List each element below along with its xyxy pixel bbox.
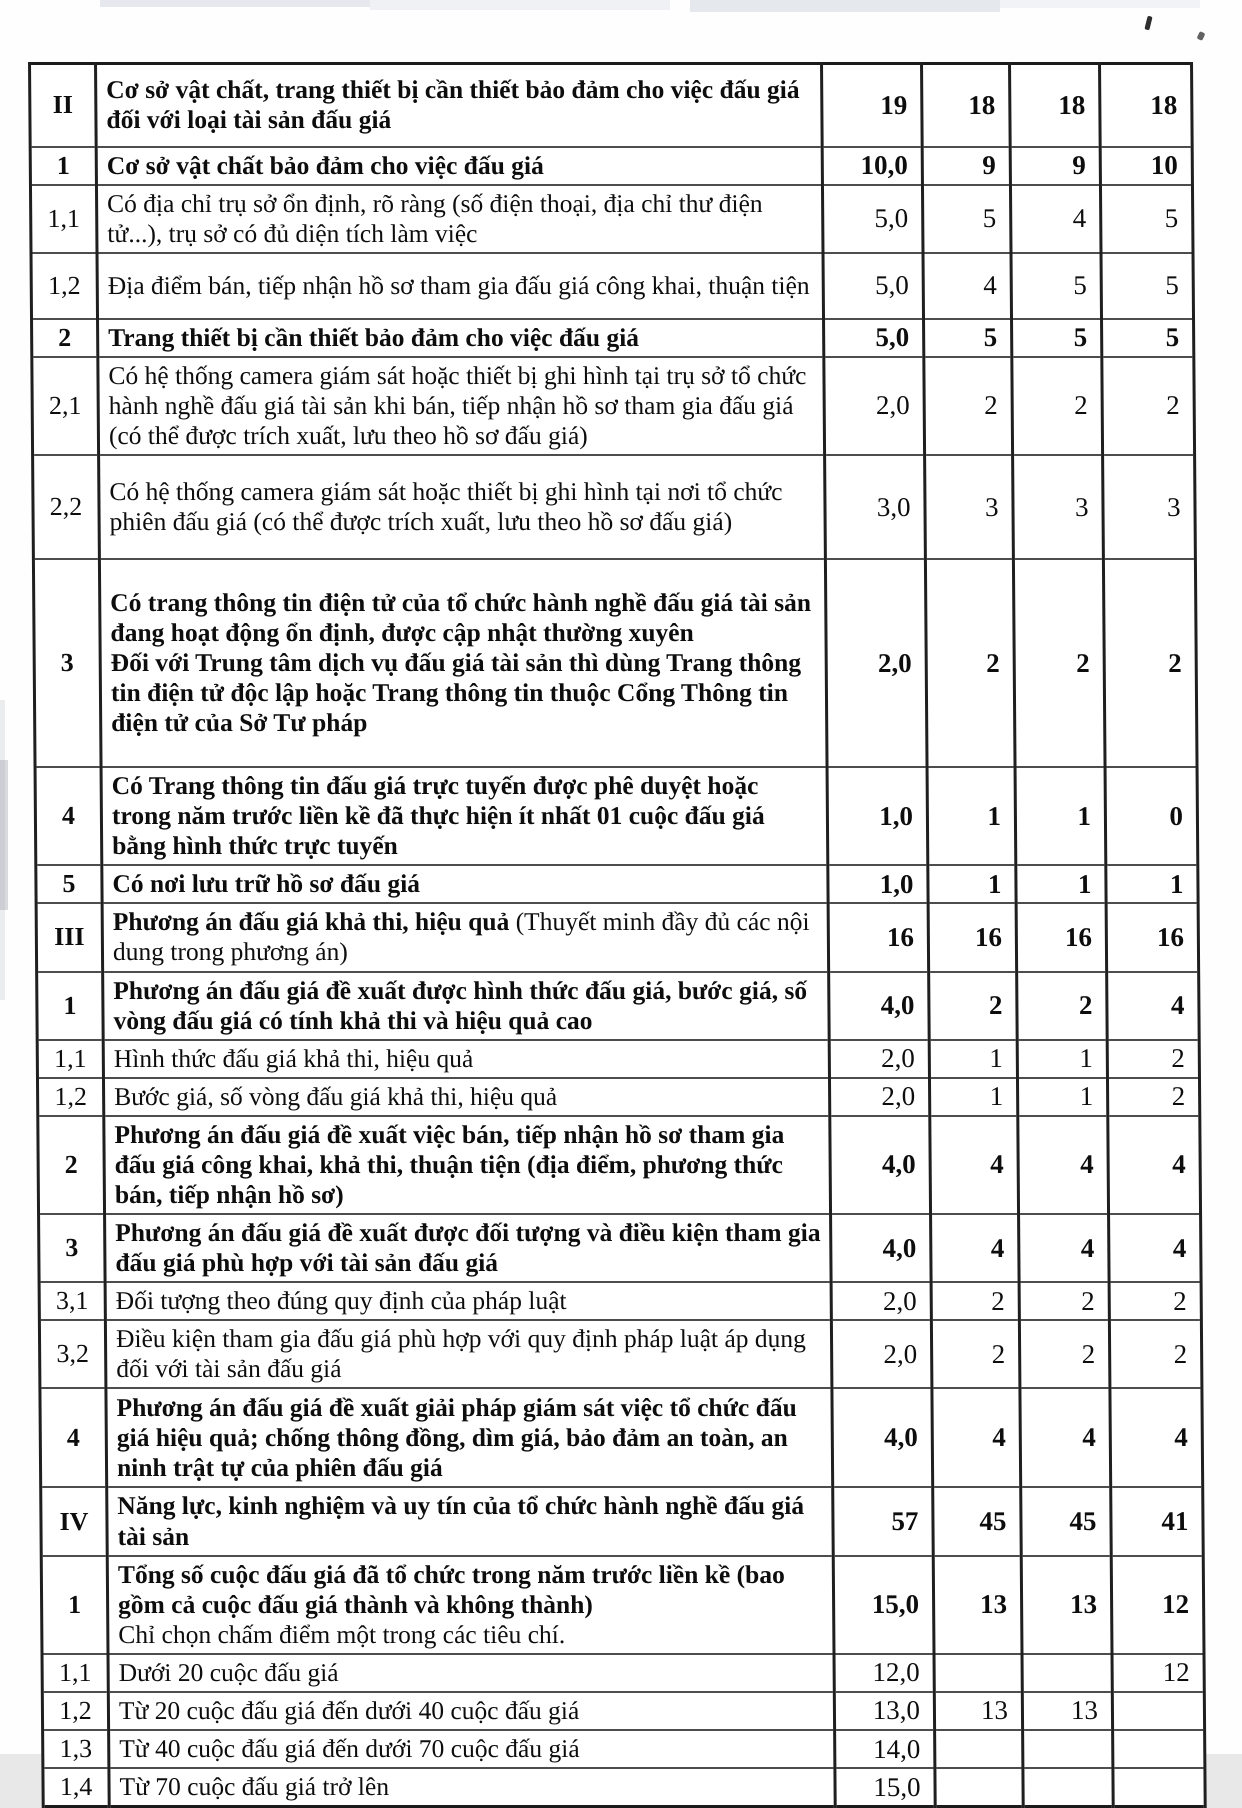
criterion-paragraph [117, 1491, 823, 1551]
table-row [32, 319, 1194, 357]
row-id: 1 [30, 147, 96, 185]
table-row [38, 1116, 1201, 1214]
criterion-paragraph [118, 1620, 824, 1650]
score-cell: 4 [1020, 1388, 1111, 1487]
criterion-paragraph [112, 771, 819, 861]
scan-edge-shadow [0, 700, 5, 1000]
row-id: 3,1 [39, 1282, 105, 1320]
score-cell: 41 [1111, 1487, 1204, 1555]
score-cell [1023, 1730, 1113, 1768]
score-cell: 14,0 [835, 1730, 935, 1768]
score-cell: 16 [928, 903, 1017, 971]
table-row [30, 64, 1193, 147]
criterion-text [104, 1116, 831, 1214]
text-segment: Có hệ thống camera giám sát hoặc thiết bị ghi hình tại trụ sở tổ chức hành nghề đấu giá tài sản khi bán, tiếp nhận hồ sơ tham gia đấu giá (có thể được trích xuất, lưu theo hồ sơ đấu giá) [108, 360, 807, 450]
criterion-paragraph [106, 75, 812, 135]
score-cell: 9 [1010, 147, 1100, 185]
score-cell: 1 [1017, 1078, 1107, 1116]
row-id: 1,3 [43, 1730, 109, 1768]
score-cell: 1 [927, 767, 1016, 865]
score-cell: 5,0 [824, 319, 924, 357]
table-row [37, 972, 1200, 1040]
criterion-text [108, 1692, 834, 1730]
criterion-text [97, 253, 824, 319]
score-cell: 9 [922, 147, 1010, 185]
score-cell: 2 [1107, 1040, 1199, 1078]
score-cell [934, 1654, 1022, 1692]
score-cell: 2 [1107, 1078, 1199, 1116]
text-segment: Phương án đấu giá đề xuất giải pháp giám sát việc tổ chức đấu giá hiệu quả; chống thông đồng, dìm giá, bảo đảm an toàn, an ninh trật tự của phiên đấu giá [116, 1392, 797, 1482]
score-cell: 4 [1110, 1388, 1203, 1487]
score-cell: 13 [934, 1692, 1022, 1730]
score-cell: 57 [833, 1487, 934, 1555]
row-id: 1,2 [42, 1692, 108, 1730]
row-id: 3 [33, 559, 101, 767]
row-id: 1 [37, 972, 104, 1040]
text-segment: Cơ sở vật chất bảo đảm cho việc đấu giá [106, 150, 544, 180]
score-cell: 4,0 [829, 972, 930, 1040]
score-cell: 2,0 [831, 1320, 932, 1388]
score-cell: 0 [1105, 767, 1198, 865]
text-segment: Từ 40 cuộc đấu giá đến dưới 70 cuộc đấu giá [119, 1734, 580, 1763]
score-cell: 13 [933, 1556, 1022, 1654]
row-id: 2 [32, 319, 98, 357]
row-id: 3,2 [39, 1320, 106, 1388]
criterion-paragraph [116, 1393, 823, 1483]
text-segment: Phương án đấu giá đề xuất được hình thức đấu giá, bước giá, số vòng đấu giá có tính khả thi và hiệu quả cao [113, 975, 808, 1035]
criterion-paragraph [112, 869, 818, 899]
criterion-text [109, 1768, 835, 1807]
row-id: 3 [39, 1214, 106, 1282]
text-segment: Năng lực, kinh nghiệm và uy tín của tổ chức hành nghề đấu giá tài sản [117, 1491, 805, 1551]
criterion-text [106, 1388, 833, 1487]
score-cell: 1 [1015, 767, 1106, 865]
text-segment: Từ 70 cuộc đấu giá trở lên [119, 1772, 390, 1802]
table-row [32, 357, 1195, 455]
score-cell [1023, 1768, 1113, 1807]
score-cell: 2 [925, 559, 1015, 767]
table-row [43, 1730, 1205, 1768]
scan-speck [1144, 16, 1152, 31]
text-segment: Phương án đấu giá khả thi, hiệu quả [112, 907, 516, 937]
criterion-paragraph [108, 323, 814, 353]
criteria-score-table [28, 62, 1207, 1808]
score-cell: 18 [1100, 64, 1193, 147]
score-cell: 5 [1102, 319, 1194, 357]
score-cell: 2,0 [831, 1282, 931, 1320]
scan-speck [1197, 31, 1206, 41]
score-cell: 16 [1106, 903, 1199, 971]
score-cell: 5 [922, 185, 1011, 253]
score-cell: 4 [1019, 1214, 1110, 1282]
row-id: 4 [35, 767, 102, 865]
criterion-paragraph [114, 1120, 821, 1210]
criterion-text [107, 1556, 834, 1654]
score-cell [1112, 1692, 1204, 1730]
text-segment: Đối với Trung tâm dịch vụ đấu giá tài sản thì dùng Trang thông tin điện tử độc lập hoặc Trang thông tin thuộc Cổng Thông tin điện tử của Sở Tư pháp [110, 648, 802, 738]
row-id: 2,1 [32, 357, 99, 455]
table-row [33, 559, 1197, 767]
table-row [42, 1654, 1204, 1692]
criterion-text [102, 903, 829, 971]
score-cell: 5 [1011, 253, 1102, 319]
score-cell: 13 [1022, 1692, 1112, 1730]
score-cell [1113, 1730, 1205, 1768]
score-cell: 4 [1109, 1214, 1202, 1282]
score-cell: 1 [929, 1040, 1017, 1078]
table-row [30, 185, 1193, 253]
score-cell: 10 [1100, 147, 1192, 185]
criterion-text [105, 1320, 832, 1388]
text-segment: Địa điểm bán, tiếp nhận hồ sơ tham gia đấu giá công khai, thuận tiện [107, 270, 810, 300]
text-segment: Từ 20 cuộc đấu giá đến dưới 40 cuộc đấu giá [118, 1695, 580, 1725]
criterion-paragraph [107, 151, 813, 181]
scan-smudge [370, 0, 670, 10]
criterion-text [101, 767, 828, 865]
score-cell: 2 [1103, 559, 1197, 767]
score-cell: 4 [923, 253, 1012, 319]
row-id: II [30, 64, 97, 147]
score-cell: 2 [1017, 972, 1108, 1040]
criterion-text [99, 455, 826, 559]
score-cell: 4 [1107, 972, 1200, 1040]
criterion-paragraph [114, 1044, 820, 1074]
row-id: 4 [40, 1388, 107, 1487]
criterion-text [105, 1214, 832, 1282]
score-cell: 1 [1106, 865, 1198, 903]
criteria-table-body [30, 64, 1206, 1807]
row-id: 1,4 [43, 1768, 109, 1807]
table-row [42, 1692, 1204, 1730]
criterion-text [99, 559, 827, 767]
criterion-text [108, 1654, 834, 1692]
table-row [33, 455, 1196, 559]
score-cell: 5 [924, 319, 1012, 357]
criterion-paragraph [115, 1218, 821, 1278]
criterion-paragraph [111, 648, 818, 738]
table-row [35, 767, 1198, 865]
criterion-text [107, 1487, 834, 1555]
scan-smudge [100, 0, 370, 7]
score-cell: 3 [1013, 455, 1104, 559]
score-cell: 2 [1109, 1320, 1202, 1388]
criteria-score-table-wrapper [28, 62, 1207, 1808]
criterion-paragraph [110, 588, 816, 648]
score-cell: 4,0 [830, 1116, 931, 1214]
score-cell: 4 [931, 1214, 1020, 1282]
table-row [43, 1768, 1205, 1807]
table-row [30, 147, 1192, 185]
score-cell: 2,0 [825, 559, 927, 767]
score-cell: 19 [822, 64, 923, 147]
table-row [31, 253, 1194, 319]
score-cell [1113, 1768, 1205, 1807]
table-row [36, 865, 1198, 903]
criterion-text [96, 64, 823, 147]
criterion-paragraph [119, 1734, 825, 1764]
text-segment: Có nơi lưu trữ hồ sơ đấu giá [112, 869, 421, 899]
score-cell: 18 [922, 64, 1011, 147]
score-cell: 3,0 [825, 455, 926, 559]
score-cell: 13,0 [834, 1692, 934, 1730]
score-cell [935, 1730, 1023, 1768]
score-cell: 1 [929, 1078, 1017, 1116]
criterion-text [102, 865, 828, 903]
criterion-text [98, 357, 825, 455]
criterion-text [103, 1040, 829, 1078]
score-cell: 16 [1016, 903, 1107, 971]
score-cell: 4 [932, 1388, 1021, 1487]
text-segment: Có Trang thông tin đấu giá trực tuyến được phê duyệt hoặc trong năm trước liền kề đã thực hiện ít nhất 01 cuộc đấu giá bằng hình thức trực tuyến [111, 771, 765, 861]
score-cell: 12 [1112, 1654, 1204, 1692]
table-row [39, 1320, 1202, 1388]
scan-smudge [690, 0, 1000, 12]
row-id: 1 [41, 1556, 108, 1654]
row-id: 5 [36, 865, 102, 903]
text-segment: Phương án đấu giá đề xuất được đối tượng và điều kiện tham gia đấu giá phù hợp với tài sản đấu giá [115, 1218, 821, 1278]
criterion-text [96, 185, 823, 253]
score-cell: 16 [828, 903, 929, 971]
row-id: 1,1 [42, 1654, 108, 1692]
row-id: 2,2 [33, 455, 100, 559]
score-cell: 2 [1013, 559, 1105, 767]
text-segment: Tổng số cuộc đấu giá đã tổ chức trong năm trước liền kề (bao gồm cả cuộc đấu giá thành và không thành) [117, 1559, 785, 1619]
text-segment: Có địa chỉ trụ sở ổn định, rõ ràng (số điện thoại, địa chỉ thư điện tử...), trụ sở có đủ diện tích làm việc [106, 188, 763, 248]
text-segment: Trang thiết bị cần thiết bảo đảm cho việc đấu giá [108, 322, 640, 352]
criterion-text [103, 972, 830, 1040]
criterion-text [105, 1282, 831, 1320]
score-cell: 45 [933, 1487, 1022, 1555]
score-cell: 1 [1017, 1040, 1107, 1078]
text-segment: Bước giá, số vòng đấu giá khả thi, hiệu quả [114, 1081, 558, 1111]
score-cell: 3 [925, 455, 1014, 559]
table-row [41, 1556, 1204, 1654]
criterion-text [96, 147, 822, 185]
text-segment: Chỉ chọn chấm điểm một trong các tiêu chí. [118, 1619, 566, 1649]
row-id: 2 [38, 1116, 105, 1214]
score-cell: 2 [1012, 357, 1103, 455]
row-id: 1,2 [31, 253, 98, 319]
score-cell: 5,0 [822, 185, 923, 253]
score-cell: 1,0 [828, 865, 928, 903]
criterion-paragraph [107, 189, 813, 249]
text-segment: Dưới 20 cuộc đấu giá [118, 1657, 339, 1687]
table-row [39, 1282, 1201, 1320]
score-cell: 2 [931, 1282, 1019, 1320]
text-segment: Có trang thông tin điện tử của tổ chức hành nghề đấu giá tài sản đang hoạt động ổn định, được cập nhật thường xuyên [110, 587, 812, 647]
score-cell: 1,0 [827, 767, 928, 865]
score-cell: 5,0 [823, 253, 924, 319]
text-segment: Phương án đấu giá đề xuất việc bán, tiếp nhận hồ sơ tham gia đấu giá công khai, khả thi, thuận tiện (địa điểm, phương thức bán, tiếp nhận hồ sơ) [114, 1119, 785, 1209]
criterion-paragraph [113, 976, 819, 1036]
score-cell: 2 [1102, 357, 1195, 455]
score-cell: 5 [1100, 185, 1193, 253]
score-cell: 45 [1021, 1487, 1112, 1555]
text-segment: (Thuyết minh đầy đủ các nội dung trong phương án) [112, 907, 810, 967]
criterion-paragraph [116, 1286, 822, 1316]
table-row [41, 1487, 1204, 1555]
row-id: IV [41, 1487, 108, 1555]
row-id: 1,2 [37, 1078, 103, 1116]
score-cell: 1 [1016, 865, 1106, 903]
score-cell: 4,0 [831, 1214, 932, 1282]
criterion-paragraph [116, 1324, 822, 1384]
score-cell: 15,0 [833, 1556, 934, 1654]
score-cell: 4 [930, 1116, 1019, 1214]
text-segment: Cơ sở vật chất, trang thiết bị cần thiết bảo đảm cho việc đấu giá đối với loại tài sản đấu giá [106, 75, 800, 135]
row-id: 1,1 [30, 185, 97, 253]
score-cell: 4 [1010, 185, 1101, 253]
scan-smudge [1000, 0, 1200, 8]
score-cell: 10,0 [822, 147, 922, 185]
criterion-paragraph [113, 907, 819, 967]
text-segment: Đối tượng theo đúng quy định của pháp luật [115, 1286, 567, 1316]
score-cell: 2,0 [829, 1040, 929, 1078]
score-cell: 13 [1021, 1556, 1112, 1654]
score-cell: 4 [1108, 1116, 1201, 1214]
score-cell: 3 [1103, 455, 1196, 559]
row-id: 1,1 [37, 1040, 103, 1078]
score-cell: 2,0 [829, 1078, 929, 1116]
row-id: III [36, 903, 103, 971]
table-row [37, 1078, 1199, 1116]
score-cell: 12,0 [834, 1654, 934, 1692]
criterion-text [103, 1078, 829, 1116]
score-cell: 5 [1101, 253, 1194, 319]
score-cell: 2 [929, 972, 1018, 1040]
criterion-text [98, 319, 824, 357]
score-cell: 2,0 [824, 357, 925, 455]
criterion-text [109, 1730, 835, 1768]
score-cell: 2 [1019, 1320, 1110, 1388]
text-segment: Có hệ thống camera giám sát hoặc thiết bị ghi hình tại nơi tổ chức phiên đấu giá (có thể được trích xuất, lưu theo hồ sơ đấu giá) [109, 476, 783, 537]
score-cell: 4 [1018, 1116, 1109, 1214]
criterion-paragraph [109, 477, 815, 537]
text-segment: Hình thức đấu giá khả thi, hiệu quả [113, 1043, 474, 1073]
table-row [40, 1388, 1203, 1487]
score-cell: 2 [931, 1320, 1020, 1388]
criterion-paragraph [119, 1772, 825, 1802]
score-cell: 18 [1010, 64, 1101, 147]
score-cell [1022, 1654, 1112, 1692]
criterion-paragraph [108, 361, 815, 451]
text-segment: Điều kiện tham gia đấu giá phù hợp với quy định pháp luật áp dụng đối với tài sản đấu giá [115, 1324, 807, 1384]
score-cell: 12 [1111, 1556, 1204, 1654]
score-cell [935, 1768, 1023, 1807]
table-row [37, 1040, 1199, 1078]
table-row [36, 903, 1199, 971]
score-cell: 2 [1019, 1282, 1109, 1320]
scan-edge-shadow [0, 760, 8, 910]
table-row [39, 1214, 1202, 1282]
score-cell: 1 [928, 865, 1016, 903]
criterion-paragraph [119, 1658, 825, 1688]
score-cell: 2 [924, 357, 1013, 455]
criterion-paragraph [118, 1560, 824, 1620]
criterion-paragraph [119, 1696, 825, 1726]
criterion-paragraph [114, 1082, 820, 1112]
score-cell: 2 [1109, 1282, 1201, 1320]
score-cell: 5 [1012, 319, 1102, 357]
score-cell: 4,0 [832, 1388, 933, 1487]
score-cell: 15,0 [835, 1768, 935, 1807]
criterion-paragraph [108, 271, 814, 301]
